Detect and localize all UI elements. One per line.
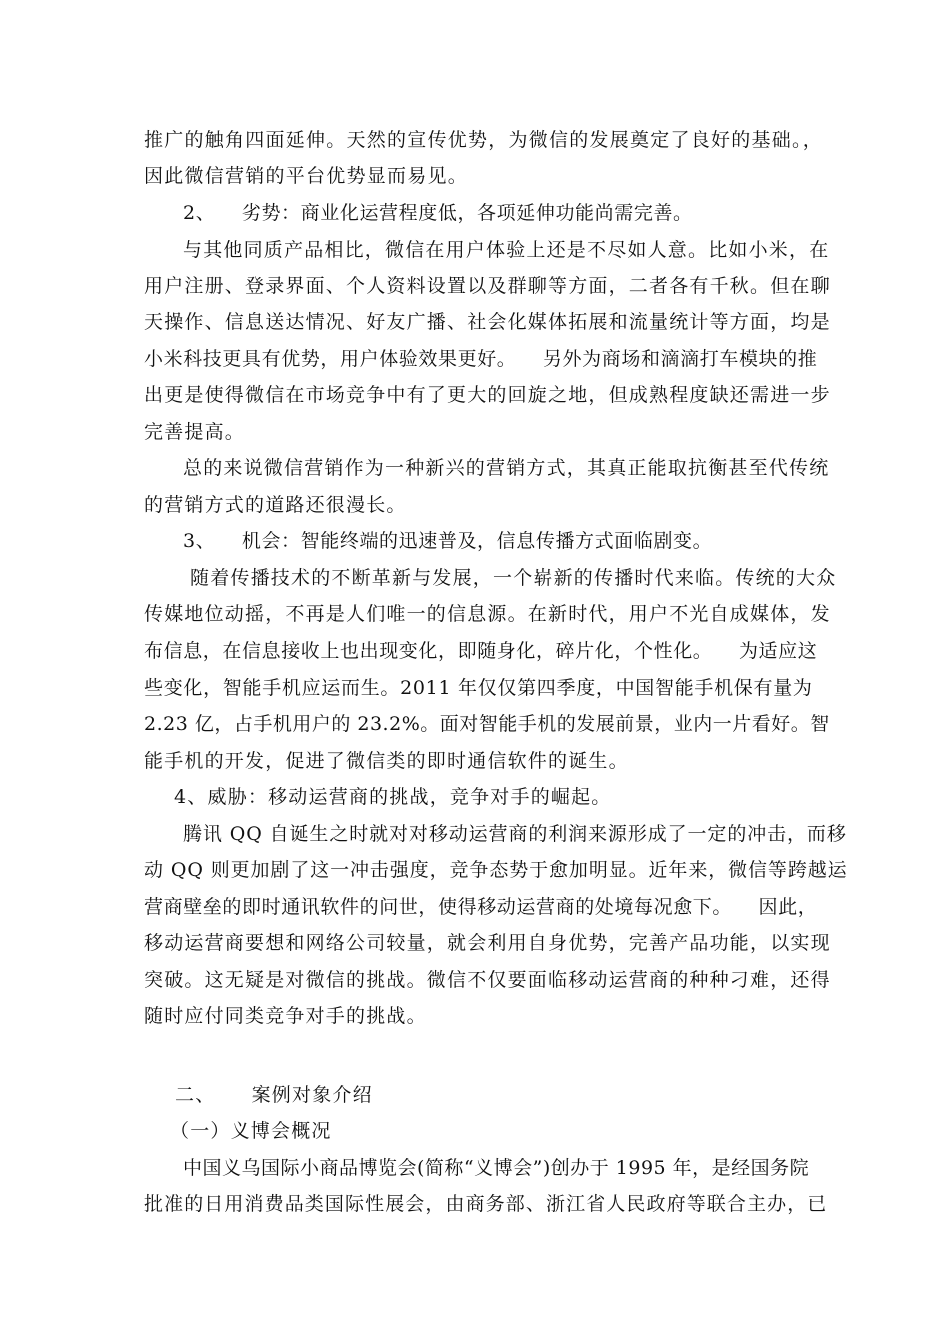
chapter-heading-case-introduction: 二、 案例对象介绍 xyxy=(175,1084,373,1106)
paragraph-line: 的营销方式的道路还很漫长。 xyxy=(144,494,407,516)
paragraph-line: 随着传播技术的不断革新与发展，一个崭新的传播时代来临。传统的大众 xyxy=(190,567,837,589)
paragraph-line: 出更是使得微信在市场竞争中有了更大的回旋之地，但成熟程度缺还需进一步 xyxy=(144,384,831,406)
paragraph-line: 突破。这无疑是对微信的挑战。微信不仅要面临移动运营商的种种刁难，还得 xyxy=(144,969,831,991)
paragraph-line: 移动运营商要想和网络公司较量，就会利用自身优势，完善产品功能，以实现 xyxy=(144,932,831,954)
paragraph-line: 腾讯 QQ 自诞生之时就对对移动运营商的利润来源形成了一定的冲击，而移 xyxy=(183,823,847,845)
paragraph-line: 与其他同质产品相比，微信在用户体验上还是不尽如人意。比如小米，在 xyxy=(183,239,830,261)
paragraph-line: 总的来说微信营销作为一种新兴的营销方式，其真正能取抗衡甚至代传统 xyxy=(183,457,830,479)
section-heading-opportunity: 3、 机会：智能终端的迅速普及，信息传播方式面临剧变。 xyxy=(183,530,713,552)
paragraph-line: 布信息，在信息接收上也出现变化，即随身化，碎片化，个性化。 为适应这 xyxy=(144,640,818,662)
paragraph-line: 批准的日用消费品类国际性展会，由商务部、浙江省人民政府等联合主办，已 xyxy=(144,1193,828,1215)
paragraph-line: 中国义乌国际小商品博览会(简称“义博会”)创办于 1995 年，是经国务院 xyxy=(183,1157,810,1179)
paragraph-line: 传媒地位动摇，不再是人们唯一的信息源。在新时代，用户不光自成媒体，发 xyxy=(144,603,831,625)
paragraph-line: 完善提高。 xyxy=(144,421,246,443)
paragraph-line: 动 QQ 则更加剧了这一冲击强度，竞争态势于愈加明显。近年来，微信等跨越运 xyxy=(144,859,848,881)
paragraph-line: 用户注册、登录界面、个人资料设置以及群聊等方面，二者各有千秋。但在聊 xyxy=(144,275,831,297)
section-heading-weakness: 2、 劣势：商业化运营程度低，各项延伸功能尚需完善。 xyxy=(183,202,693,224)
paragraph-line: 推广的触角四面延伸。天然的宣传优势，为微信的发展奠定了良好的基础。， xyxy=(144,129,824,151)
paragraph-line: 因此微信营销的平台优势显而易见。 xyxy=(144,165,469,187)
paragraph-line: 天操作、信息送达情况、好友广播、社会化媒体拓展和流量统计等方面，均是 xyxy=(144,311,831,333)
paragraph-line: 小米科技更具有优势，用户体验效果更好。 另外为商场和滴滴打车模块的推 xyxy=(144,348,818,370)
paragraph-line: 些变化，智能手机应运而生。2011 年仅仅第四季度，中国智能手机保有量为 xyxy=(144,677,813,699)
paragraph-line: 2.23 亿，占手机用户的 23.2%。面对智能手机的发展前景，业内一片看好。智 xyxy=(144,713,830,735)
paragraph-line: 随时应付同类竞争对手的挑战。 xyxy=(144,1005,427,1027)
section-heading-threat: 4、威胁：移动运营商的挑战，竞争对手的崛起。 xyxy=(174,786,612,808)
paragraph-line: 能手机的开发，促进了微信类的即时通信软件的诞生。 xyxy=(144,750,629,772)
subsection-heading-expo-overview: （一）义博会概况 xyxy=(170,1120,332,1142)
paragraph-line: 营商壁垒的即时通讯软件的问世，使得移动运营商的处境每况愈下。 因此， xyxy=(144,896,818,918)
